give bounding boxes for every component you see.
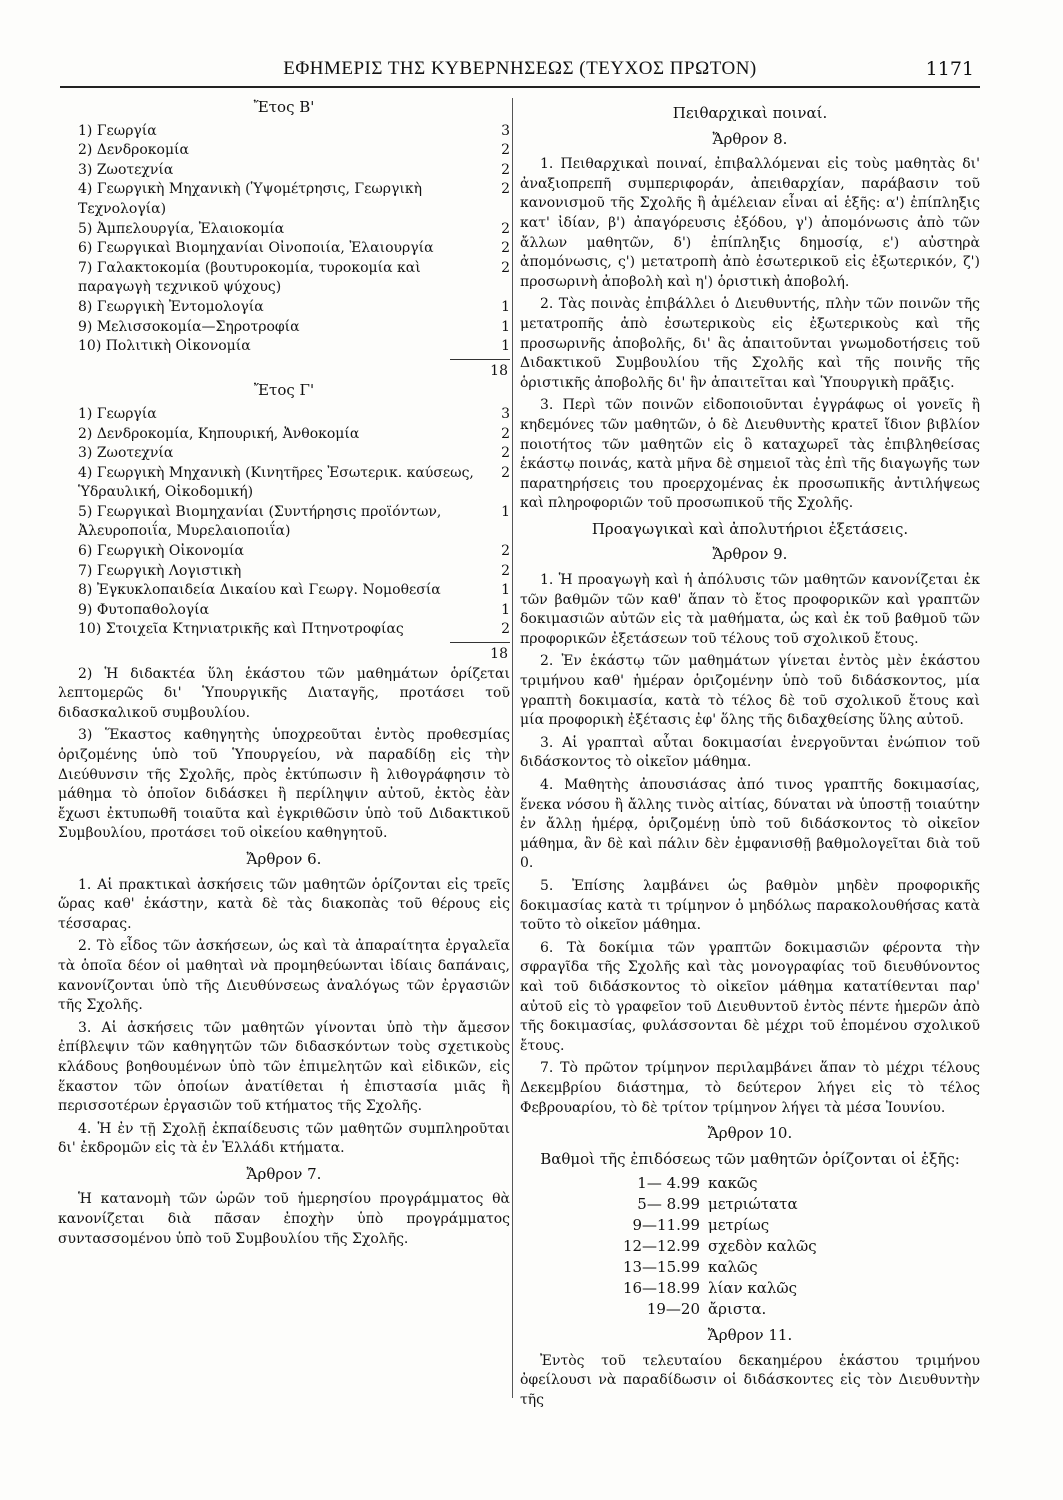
gazette-title: ΕΦΗΜΕΡΙΣ ΤΗΣ ΚΥΒΕΡΝΗΣΕΩΣ (ΤΕΥΧΟΣ ΠΡΩΤΟΝ) — [283, 58, 757, 79]
course-name: 1) Γεωργία — [78, 405, 157, 422]
course-name: 4) Γεωργικὴ Μηχανικὴ (Ὑψομέτρησις, Γεωργικὴ Τεχνολογία) — [78, 181, 423, 217]
paragraph: 2. Τὰς ποινὰς ἐπιβάλλει ὁ Διευθυντής, πλὴν τῶν ποινῶν τῆς μετατροπῆς ἀπὸ ἐσωτερικοὺς εἰς ἐξωτερικοὺς καὶ τῆς προσωρινῆς ἀποβολῆς, δι' ἃς ἀπαιτοῦνται γνωμοδοτήσεις τοῦ Διδακτικοῦ Συμβουλίου τῆς Σχολῆς καὶ τῆς ποινῆς τῆς ὁριστικῆς ἀποβολῆς δι' ἣν ἀπαιτεῖται καὶ Ὑπουργικὴ πρᾶξις. — [520, 296, 980, 391]
course-hours: 2 — [501, 464, 510, 481]
course-row — [58, 318, 510, 338]
course-hours: 2 — [501, 621, 510, 638]
course-hours: 3 — [501, 405, 510, 422]
course-name: 3) Ζωοτεχνία — [78, 161, 174, 178]
grade-row — [600, 1173, 980, 1194]
grade-row — [600, 1299, 980, 1320]
course-row — [58, 122, 510, 142]
course-hours: 1 — [501, 318, 510, 335]
course-row — [58, 259, 510, 298]
section-heading: Προαγωγικαὶ καὶ ἀπολυτήριοι ἐξετάσεις. — [591, 519, 909, 538]
course-name: 5) Γεωργικαὶ Βιομηχανίαι (Συντήρησις προϊόντων, Ἀλευροποιΐα, Μυρελαιοποιΐα) — [78, 503, 442, 540]
paragraph: 3) Ἕκαστος καθηγητὴς ὑποχρεοῦται ἐντὸς προθεσμίας ὁριζομένης ὑπὸ τοῦ Ὑπουργείου, νὰ παραδίδῃ εἰς τὴν Διεύθυνσιν τῆς Σχολῆς, πρὸς ἐκτύπωσιν ἢ λιθογράφησιν τὸ μάθημα τὸ ὁποῖον διδάσκει ἢ περίληψιν αὐτοῦ, ἐκτὸς ἐὰν ἔχωσι ἐκτυπωθῆ τοιαῦτα καὶ ἐγκριθῶσιν ὑπὸ τοῦ Διδακτικοῦ Συμβουλίου, προτάσει τοῦ οἰκείου καθηγητοῦ. — [58, 727, 510, 842]
grade-row — [600, 1215, 980, 1236]
course-name: 9) Φυτοπαθολογία — [78, 601, 210, 618]
grade-row — [600, 1236, 980, 1257]
year-b-total: 18 — [490, 362, 508, 379]
course-row — [58, 503, 510, 542]
course-name: 7) Γεωργικὴ Λογιστικὴ — [78, 562, 242, 579]
paragraph: 2. Τὸ εἶδος τῶν ἀσκήσεων, ὡς καὶ τὰ ἀπαραίτητα ἐργαλεῖα τὰ ὁποῖα δέον οἱ μαθηταὶ νὰ προμηθεύωνται ἰδίαις δαπάναις, κανονίζονται ὑπὸ τῆς Διευθύνσεως ἀναλόγως τῶν ἐργασιῶν τῆς Σχολῆς. — [58, 938, 510, 1014]
grade-row — [600, 1194, 980, 1215]
grade-row — [600, 1257, 980, 1278]
paragraph: 3. Αἱ ἀσκήσεις τῶν μαθητῶν γίνονται ὑπὸ τὴν ἄμεσον ἐπίβλεψιν τῶν καθηγητῶν τῶν διδασκόντων τοὺς σχετικοὺς κλάδους βοηθουμένων ὑπὸ τῶν ἐπιμελητῶν καὶ εἰδικῶν, εἰς ἕκαστον τῶν ὁποίων ἀνατίθεται ἡ ἐπιστασία μιᾶς ἢ περισσοτέρων ἐργασιῶν τοῦ κτήματος τῆς Σχολῆς. — [58, 1019, 510, 1115]
grade-label: ἄριστα. — [708, 1300, 767, 1319]
course-hours: 1 — [501, 582, 510, 599]
left-column — [58, 98, 510, 1252]
course-name: 8) Γεωργικὴ Ἐντομολογία — [78, 298, 264, 315]
course-hours: 2 — [501, 220, 510, 237]
course-name: 1) Γεωργία — [78, 122, 157, 139]
course-row — [58, 298, 510, 318]
grade-range: 19—20 — [646, 1300, 700, 1319]
grade-range: 1— 4.99 — [637, 1174, 700, 1193]
course-hours: 1 — [501, 601, 510, 618]
course-row — [58, 542, 510, 562]
course-row — [58, 180, 510, 219]
paragraph: 1. Ἡ προαγωγὴ καὶ ἡ ἀπόλυσις τῶν μαθητῶν κανονίζεται ἐκ τῶν βαθμῶν τῶν καθ' ἅπαν τὸ ἔτος προφορικῶν καὶ γραπτῶν δοκιμασιῶν αὐτῶν εἰς τὰ μαθήματα, ὡς καὶ ἐκ τοῦ βαθμοῦ τῶν προφορικῶν ἐξετάσεων τοῦ τέλους τοῦ σχολικοῦ ἔτους. — [520, 572, 980, 647]
course-row — [58, 464, 510, 503]
article-7-heading: Ἄρθρον 7. — [246, 1164, 322, 1183]
page-header — [60, 52, 980, 88]
total-rule — [450, 642, 510, 643]
section-heading: Πειθαρχικαὶ ποιναί. — [672, 104, 828, 122]
article-11-heading: Ἄρθρον 11. — [707, 1326, 793, 1345]
year-c-total: 18 — [490, 646, 508, 663]
course-name: 2) Δενδροκομία — [78, 142, 190, 159]
course-hours: 2 — [501, 425, 510, 442]
right-column — [520, 98, 980, 1414]
grade-label: μετρίως — [708, 1216, 770, 1235]
course-name: 10) Στοιχεῖα Κτηνιατρικῆς καὶ Πτηνοτροφίας — [78, 621, 404, 638]
course-row — [58, 405, 510, 425]
article-9-heading: Ἄρθρον 9. — [712, 545, 788, 564]
paragraph: 2. Ἐν ἑκάστῳ τῶν μαθημάτων γίνεται ἐντὸς μὲν ἑκάστου τριμήνου καθ' ἡμέραν ὁριζομένην ὑπὸ τοῦ διδάσκοντος, μία γραπτὴ δοκιμασία, κατὰ τὸ τέλος δὲ τοῦ σχολικοῦ ἔτους καὶ μία προφορικὴ ἐξέτασις ἐφ' ὅλης τῆς διδαχθείσης ὕλης αὐτοῦ. — [520, 653, 980, 729]
course-hours: 2 — [501, 181, 510, 198]
course-name: 4) Γεωργικὴ Μηχανικὴ (Κινητῆρες Ἐσωτερικ. καύσεως, Ὑδραυλική, Οἰκοδομική) — [78, 464, 474, 501]
paragraph: 7. Τὸ πρῶτον τρίμηνον περιλαμβάνει ἅπαν τὸ μέχρι τέλους Δεκεμβρίου διάστημα, τὸ δεύτερον λήγει εἰς τὸ τέλος Φεβρουαρίου, τὸ δὲ τρίτον τρίμηνον λήγει τὰ μέσα Ἰουνίου. — [520, 1060, 980, 1116]
course-hours: 2 — [501, 142, 510, 159]
article-8-heading: Ἄρθρον 8. — [712, 129, 788, 148]
course-hours: 2 — [501, 562, 510, 579]
course-row — [58, 239, 510, 259]
grade-label: σχεδὸν καλῶς — [708, 1237, 817, 1256]
grade-label: μετριώτατα — [708, 1195, 798, 1214]
course-hours: 2 — [501, 543, 510, 560]
course-name: 8) Ἐγκυκλοπαιδεία Δικαίου καὶ Γεωργ. Νομοθεσία — [78, 582, 441, 599]
course-name: 9) Μελισσοκομία—Σηροτροφία — [78, 318, 300, 335]
grade-row — [600, 1278, 980, 1299]
course-name: 3) Ζωοτεχνία — [78, 445, 174, 462]
paragraph: 3. Αἱ γραπταὶ αὗται δοκιμασίαι ἐνεργοῦνται ἐνώπιον τοῦ διδάσκοντος τὸ οἰκεῖον μάθημα. — [520, 734, 980, 771]
course-hours: 3 — [501, 122, 510, 139]
column-divider — [512, 98, 513, 1398]
course-row — [58, 161, 510, 181]
course-row — [58, 141, 510, 161]
paragraph: 2) Ἡ διδακτέα ὕλη ἑκάστου τῶν μαθημάτων ὁρίζεται λεπτομερῶς δι' Ὑπουργικῆς Διαταγῆς, προτάσει τοῦ διδασκαλικοῦ συμβουλίου. — [58, 665, 510, 721]
grade-range: 5— 8.99 — [637, 1195, 700, 1214]
course-row — [58, 337, 510, 357]
course-row — [58, 425, 510, 445]
course-hours: 1 — [501, 298, 510, 315]
course-hours: 2 — [501, 259, 510, 276]
course-hours: 2 — [501, 445, 510, 462]
year-c-heading: Ἔτος Γ' — [253, 381, 315, 400]
course-name: 2) Δενδροκομία, Κηπουρική, Ἀνθοκομία — [78, 425, 360, 442]
year-b-heading: Ἔτος Β' — [253, 98, 315, 116]
paragraph: Ἡ κατανομὴ τῶν ὡρῶν τοῦ ἡμερησίου προγράμματος θὰ κανονίζεται διὰ πᾶσαν ἐποχὴν ὑπὸ προγράμματος συντασσομένου ὑπὸ τοῦ Συμβουλίου τῆς Σχολῆς. — [58, 1191, 510, 1247]
paragraph: 4. Μαθητὴς ἀπουσιάσας ἀπό τινος γραπτῆς δοκιμασίας, ἕνεκα νόσου ἢ ἄλλης τινὸς αἰτίας, δύναται νὰ ὑποστῇ τοιαύτην ἐν ἄλλῃ ἡμέρᾳ, ὁριζομένῃ ὑπὸ τοῦ διδάσκοντος τὸ οἰκεῖον μάθημα, ἂν δὲ καὶ πάλιν δὲν ἐμφανισθῇ βαθμολογεῖται διὰ τοῦ 0. — [520, 777, 980, 872]
grade-range: 12—12.99 — [622, 1237, 700, 1256]
course-hours: 2 — [501, 240, 510, 257]
paragraph: 1. Πειθαρχικαὶ ποιναί, ἐπιβαλλόμεναι εἰς τοὺς μαθητὰς δι' ἀναξιοπρεπῆ συμπεριφοράν, ἀπειθαρχίαν, παράβασιν τοῦ κανονισμοῦ τῆς Σχολῆς ἢ ἀμέλειαν εἶναι αἱ ἑξῆς: α') ἐπίπληξις κατ' ἰδίαν, β') ἀπαγόρευσις ἐξόδου, γ') ἀπομόνωσις ἀπὸ τῶν ἄλλων μαθητῶν, δ') ἐπίπληξις δημοσίᾳ, ε') αὐστηρὰ ἀπομόνωσις, ς') μετατροπὴ ἀπὸ ἐσωτερικοῦ εἰς ἐξωτερικόν, ζ') προσωρινὴ ἀποβολὴ καὶ η') ὁριστικὴ ἀποβολή. — [520, 156, 980, 290]
course-row — [58, 581, 510, 601]
grades-table — [600, 1173, 980, 1320]
course-row — [58, 562, 510, 582]
paragraph: 5. Ἐπίσης λαμβάνει ὡς βαθμὸν μηδὲν προφορικῆς δοκιμασίας κατὰ τι τρίμηνον ὁ μηδόλως παρακολουθήσας κατὰ τοῦτο τὸ οἰκεῖον μάθημα. — [520, 877, 980, 934]
course-name: 6) Γεωργικὴ Οἰκονομία — [78, 543, 245, 560]
paragraph: Ἐντὸς τοῦ τελευταίου δεκαημέρου ἑκάστου τριμήνου ὀφείλουσι νὰ παραδίδωσιν οἱ διδάσκοντες εἰς τὸν Διευθυντὴν τῆς — [520, 1352, 980, 1409]
course-name: 6) Γεωργικαὶ Βιομηχανίαι Οἰνοποιία, Ἐλαιουργία — [78, 240, 434, 257]
course-row — [58, 601, 510, 621]
course-hours: 2 — [501, 161, 510, 178]
course-name: 10) Πολιτικὴ Οἰκονομία — [78, 338, 251, 355]
article-10-heading: Ἄρθρον 10. — [707, 1124, 793, 1143]
grade-label: κακῶς — [708, 1174, 758, 1193]
page-number: 1171 — [925, 58, 974, 80]
paragraph: 6. Τὰ δοκίμια τῶν γραπτῶν δοκιμασιῶν φέροντα τὴν σφραγῖδα τῆς Σχολῆς καὶ τὰς μονογραφίας τοῦ διευθύνοντος καὶ τοῦ διδάσκοντος τὸ οἰκεῖον μάθημα κατατίθενται παρ' αὐτοῦ εἰς τὸ γραφεῖον τοῦ Διευθυντοῦ ἐντὸς πέντε ἡμερῶν ἀπὸ τῆς δοκιμασίας, φυλάσσονται δὲ μέχρι τοῦ ἑπομένου σχολικοῦ ἔτους. — [520, 939, 980, 1054]
course-name: 5) Ἀμπελουργία, Ἐλαιοκομία — [78, 220, 285, 237]
grade-label: λίαν καλῶς — [708, 1279, 798, 1298]
course-hours: 1 — [501, 503, 510, 520]
course-row — [58, 220, 510, 240]
course-row — [58, 620, 510, 640]
course-name: 7) Γαλακτοκομία (βουτυροκομία, τυροκομία καὶ παραγωγὴ τεχνικοῦ ψύχους) — [78, 259, 421, 296]
paragraph: 1. Αἱ πρακτικαὶ ἀσκήσεις τῶν μαθητῶν ὁρίζονται εἰς τρεῖς ὥρας καθ' ἑκάστην, κατὰ δὲ τὰς διακοπὰς τοῦ θέρους εἰς τέσσαρας. — [58, 876, 510, 932]
article-6-heading: Ἄρθρον 6. — [246, 849, 322, 868]
grade-range: 16—18.99 — [622, 1279, 700, 1298]
grade-range: 13—15.99 — [622, 1258, 700, 1277]
paragraph: 4. Ἡ ἐν τῇ Σχολῇ ἐκπαίδευσις τῶν μαθητῶν συμπληροῦται δι' ἐκδρομῶν εἰς τὰ ἐν Ἑλλάδι κτήματα. — [58, 1120, 510, 1157]
grade-range: 9—11.99 — [632, 1216, 700, 1235]
grades-intro: Βαθμοὶ τῆς ἐπιδόσεως τῶν μαθητῶν ὁρίζονται οἱ ἑξῆς: — [540, 1149, 960, 1168]
course-row — [58, 444, 510, 464]
course-hours: 1 — [501, 338, 510, 355]
grade-label: καλῶς — [708, 1258, 758, 1277]
paragraph: 3. Περὶ τῶν ποινῶν εἰδοποιοῦνται ἐγγράφως οἱ γονεῖς ἢ κηδεμόνες τῶν μαθητῶν, ὁ δὲ Διευθυντὴς κρατεῖ ἴδιον βιβλίον ποιοτήτος τῶν μαθητῶν εἰς ὃ καταχωρεῖ τὰς ἐπιβληθείσας ἑκάστῳ ποινάς, κατὰ μῆνα δὲ σημειοῖ τὰς ἐπὶ τῆς διαγωγῆς των παρατηρήσεις του προερχομένας ἐκ προσωπικῆς ἀντιλήψεως καὶ πληροφοριῶν τοῦ προσωπικοῦ τῆς Σχολῆς. — [520, 397, 980, 512]
total-rule — [450, 359, 510, 360]
year-c-course-list — [58, 405, 510, 640]
year-b-course-list — [58, 122, 510, 357]
